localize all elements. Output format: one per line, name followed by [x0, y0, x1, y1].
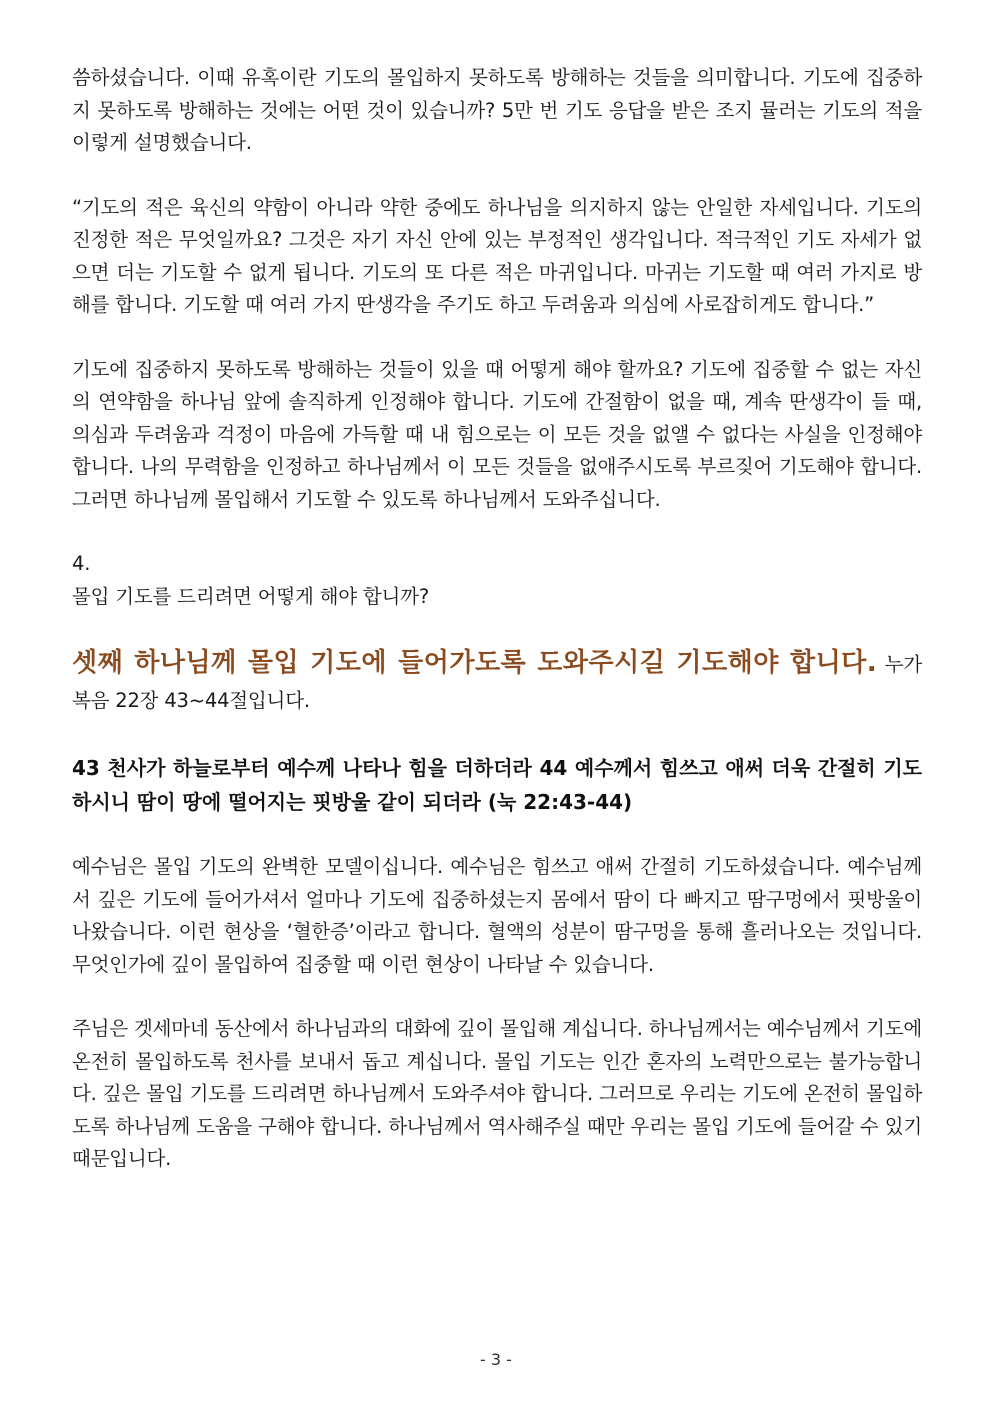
- question-text: 몰입 기도를 드리려면 어떻게 해야 합니까?: [72, 584, 429, 608]
- section-reference: 누가복음 22장 43~44절입니다.: [72, 653, 922, 712]
- paragraph-gap: [72, 516, 922, 548]
- paragraph-what-to-do: 기도에 집중하지 못하도록 방해하는 것들이 있을 때 어떻게 해야 할까요? 기도에 집중할 수 없는 자신의 연약함을 하나님 앞에 솔직하게 인정해야 합니다. 기도에 간절함이 없을 때, 계속 딴생각이 들 때, 의심과 두려움과 걱정이 마음에 가득할 때 내 힘으로는 이 모든 것을 없앨 수 없다는 사실을 인정해야 합니다. 나의 무력함을 인정하고 하나님께서 이 모든 것들을 없애주시도록 부르짖어 기도해야 합니다. 그러면 하나님께 몰입해서 기도할 수 있도록 하나님께서 도와주십니다.: [72, 357, 922, 511]
- question-number: 4.: [72, 552, 91, 575]
- paragraph-gap: [72, 981, 922, 1013]
- paragraph-gap: [72, 160, 922, 192]
- paragraph-gap: [72, 322, 922, 354]
- section-heading: 셋째 하나님께 몰입 기도에 들어가도록 도와주시길 기도해야 합니다.: [72, 648, 878, 678]
- paragraph-gethsemane: 주님은 겟세마네 동산에서 하나님과의 대화에 깊이 몰입해 계십니다. 하나님께서는 예수님께서 기도에 온전히 몰입하도록 천사를 보내서 돕고 계십니다. 몰입 기도는 인간 혼자의 노력만으로는 불가능합니다. 깊은 몰입 기도를 드리려면 하나님께서 도와주셔야 합니다. 그러므로 우리는 기도에 온전히 몰입하도록 하나님께 도움을 구해야 합니다. 하나님께서 역사해주실 때만 우리는 몰입 기도에 들어갈 수 있기 때문입니다.: [72, 1017, 922, 1170]
- scripture-quote: 43 천사가 하늘로부터 예수께 나타나 힘을 더하더라 44 예수께서 힘쓰고 애써 더욱 간절히 기도하시니 땀이 땅에 떨어지는 핏방울 같이 되더라 (눅 22:43-44): [72, 756, 922, 814]
- paragraph-gap: [72, 719, 922, 751]
- paragraph-gap: [72, 819, 922, 851]
- page-number: - 3 -: [480, 1350, 512, 1369]
- document-page: [72, 62, 922, 1176]
- paragraph-gap: [72, 613, 922, 645]
- section-lead: [72, 645, 922, 719]
- paragraph-jesus-model: 예수님은 몰입 기도의 완벽한 모델이십니다. 예수님은 힘쓰고 애써 간절히 기도하셨습니다. 예수님께서 깊은 기도에 들어가셔서 얼마나 기도에 집중하셨는지 몸에서 땀이 다 빠지고 땀구멍에서 핏방울이 나왔습니다. 이런 현상을 ‘혈한증’이라고 합니다. 혈액의 성분이 땀구멍을 통해 흘러나오는 것입니다. 무엇인가에 깊이 몰입하여 집중할 때 이런 현상이 나타날 수 있습니다.: [72, 855, 922, 976]
- paragraph-george-muller-intro: 씀하셨습니다. 이때 유혹이란 기도의 몰입하지 못하도록 방해하는 것들을 의미합니다. 기도에 집중하지 못하도록 방해하는 것에는 어떤 것이 있습니까? 5만 번 기도 응답을 받은 조지 뮬러는 기도의 적을 이렇게 설명했습니다.: [72, 66, 922, 154]
- paragraph-quote-enemies-of-prayer: “기도의 적은 육신의 약함이 아니라 약한 중에도 하나님을 의지하지 않는 안일한 자세입니다. 기도의 진정한 적은 무엇일까요? 그것은 자기 자신 안에 있는 부정적인 생각입니다. 적극적인 기도 자세가 없으면 더는 기도할 수 없게 됩니다. 기도의 또 다른 적은 마귀입니다. 마귀는 기도할 때 여러 가지로 방해를 합니다. 기도할 때 여러 가지 딴생각을 주기도 하고 두려움과 의심에 사로잡히게도 합니다.”: [72, 195, 922, 316]
